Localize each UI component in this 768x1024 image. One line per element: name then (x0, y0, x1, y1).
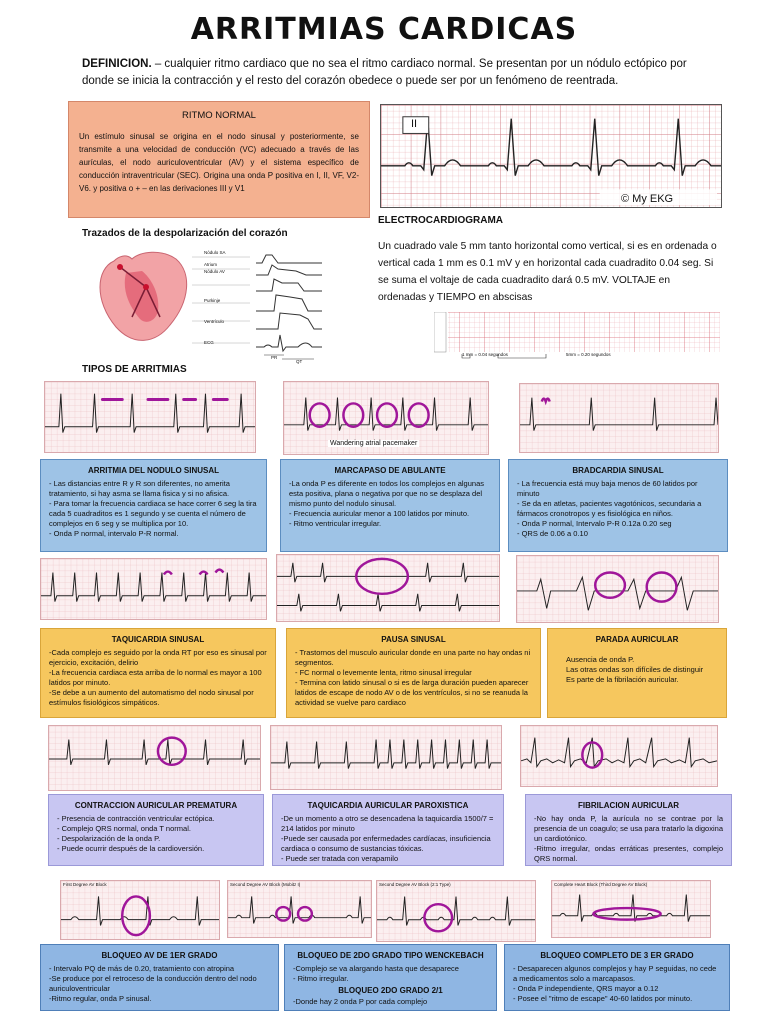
box-taquicardia-paroxistica (272, 794, 504, 866)
top-ecg-watermark: © My EKG (621, 193, 674, 205)
electro-heading: ELECTROCARDIOGRAMA (378, 215, 503, 226)
heart-conduction-diagram (86, 243, 328, 365)
strip-title: Second Degree AV Block (2:1 Type) (379, 882, 451, 887)
strip-graphic (228, 881, 371, 937)
box-line: - Intervalo PQ de más de 0.20, tratamiento con atropina (49, 964, 235, 973)
box-fibrilacion (525, 794, 732, 866)
box-line: -La onda P es diferente en todos los complejos en algunas esta positiva, plana o negativa por que no se desplaza del mismo punto del nodulo sinusal. (289, 479, 484, 508)
box-line: Ausencia de onda P. (566, 655, 635, 664)
strip-taquicardia-paroxistica (270, 725, 502, 790)
box-line: - Ritmo ventricular irregular. (289, 519, 382, 528)
box-title: BLOQUEO COMPLETO DE 3 ER GRADO (540, 951, 694, 960)
box-line: -Se produce por el retroceso de la conducción dentro del nodo auriculoventricular (49, 974, 257, 993)
box-line: - Puede ocurrir después de la cardioversión. (57, 844, 205, 853)
top-ecg-strip (380, 104, 722, 208)
strip-taquicardia-sinusal (40, 558, 267, 620)
electro-text: Un cuadrado vale 5 mm tanto horizontal como vertical, si es en ordenada o vertical cada 1 mm es 0.1 mV y en horizontal cada cuadradito 0.04 seg. Si se suma el voltaje de cada cuadradito dará 0.5 mV. VOLTAJE en ordenadas y TIEMPO en abscisas (378, 241, 717, 303)
box-line: - La frecuencia está muy baja menos de 60 latidos por minuto (517, 479, 698, 498)
box-line: -Ritmo regular, onda P sinusal. (49, 994, 152, 1003)
box-line: - Onda P normal, Intervalo P-R 0.12a 0.20 seg (517, 519, 672, 528)
box-line: -Complejo se va alargando hasta que desaparece (293, 964, 459, 973)
strip-graphic (49, 726, 260, 790)
strip-graphic (61, 881, 219, 939)
box-line: - QRS de 0.06 a 0.10 (517, 529, 588, 538)
strip-bloqueo-3 (551, 880, 711, 938)
definition-paragraph (82, 56, 692, 90)
strip-graphic (521, 726, 717, 786)
tipos-heading: TIPOS DE ARRITMIAS (82, 364, 187, 375)
box-line: - Las distancias entre R y R son diferentes, no amerita tratamiento, si hay asma se llama fisica y si no afisica. (49, 479, 230, 498)
strip-pausa-sinusal (276, 554, 500, 622)
ritmo-normal-box (68, 101, 370, 218)
strip-graphic (552, 881, 710, 937)
diagram-label-qt: QT (296, 359, 303, 364)
box-line: -De un momento a otro se desencadena la taquicardia 1500/7 = 214 latidos por minuto (281, 814, 494, 833)
top-ecg-lead-label: II (411, 118, 418, 130)
box-line: -Cada complejo es seguido por la onda RT por eso es sinusal por ejercicio, excitación, delirio (49, 648, 267, 667)
box-line: - Desaparecen algunos complejos y hay P seguidas, no cede a medicamentos solo a marcapasos. (513, 964, 717, 983)
grid-label-large: 5mm = 0.20 segundos (566, 352, 611, 357)
box-line: - Puede ser tratada con verapamilo (281, 854, 399, 863)
box-title: MARCAPASO DE ABULANTE (334, 466, 446, 475)
box-bradicardia (508, 459, 728, 552)
box-title: TAQUICARDIA AURICULAR PAROXISTICA (307, 801, 469, 810)
strip-graphic (277, 555, 499, 621)
box-line: -Donde hay 2 onda P por cada complejo (293, 997, 428, 1006)
box-line: - Posee el "ritmo de escape" 40-60 latidos por minuto. (513, 994, 693, 1003)
strip-title: Complete Heart Block (Third Degree AV Block) (554, 882, 648, 887)
box-line: - Presencia de contracción ventricular ectópica. (57, 814, 215, 823)
diagram-label-av: Nódulo AV (204, 269, 225, 274)
diagram-label-sa: Nódulo SA (204, 250, 226, 255)
box-line: -Ritmo irregular, ondas erráticas presentes, complejo QRS normal. (534, 844, 723, 863)
strip-title: Second Degree AV Block (Mobitz I) (230, 882, 301, 887)
box-title: BRADCARDIA SINUSAL (572, 466, 664, 475)
box-line: - FC normal o levemente lenta, ritmo sinusal irregular (295, 668, 472, 677)
strip-bradicardia (519, 383, 719, 453)
wandering-label: Wandering atrial pacemaker (330, 440, 418, 447)
diagram-label-ecg: ECG (204, 340, 214, 345)
box-title: TAQUICARDIA SINUSAL (111, 635, 205, 644)
definition-term: DEFINICION. (82, 58, 152, 70)
box-line: -La frecuencia cardiaca esta arriba de lo normal es mayor a 100 latidos por minuto. (49, 668, 262, 687)
box-parada-auricular (547, 628, 727, 718)
box-line: - Termina con latido sinusal o si es de larga duración pueden aparecer latidos de escape de nodo AV o de los ventrículos, si no se reanuda la actividad se vuelve paro cardiaco (295, 678, 529, 707)
box-line: - Ritmo irregular. (293, 974, 349, 983)
ritmo-normal-title: RITMO NORMAL (182, 110, 256, 121)
box-title: FIBRILACION AURICULAR (577, 801, 680, 810)
box-subtitle: BLOQUEO 2DO GRADO 2/1 (338, 986, 443, 995)
box-bloqueo-1 (40, 944, 279, 1011)
box-title: BLOQUEO DE 2DO GRADO TIPO WENCKEBACH (297, 951, 484, 960)
diagram-label-atrium: Atrium (204, 262, 218, 267)
box-title: CONTRACCION AURICULAR PREMATURA (74, 801, 238, 810)
strip-bloqueo-21 (376, 880, 536, 942)
ritmo-normal-text: Un estímulo sinusal se origina en el nodo sinusal y posteriormente, se transmite a una velocidad de conducción (VC) adecuado a través de las aurículas, el nodo auriculoventricular (AV) y el sistema específico de conducción intraventricular (SEC). Origina una onda P positiva en I, II, VF, V2-V6. y positiva o + – en las derivaciones III y V1 (79, 132, 359, 193)
box-bloqueo-2 (284, 944, 497, 1011)
page-title: ARRITMIAS CARDICAS (190, 12, 578, 47)
box-arritmia-sinusal (40, 459, 267, 552)
box-line: - Onda P independiente, QRS mayor a 0.12 (513, 984, 659, 993)
strip-fibrilacion (520, 725, 718, 787)
box-title: PAUSA SINUSAL (381, 635, 446, 644)
strip-bloqueo-2 (227, 880, 372, 938)
box-pausa-sinusal (286, 628, 541, 718)
strip-graphic (41, 559, 266, 619)
box-line: Las otras ondas son difíciles de distinguir (566, 665, 704, 674)
box-line: - Para tomar la frecuencia cardiaca se hace correr 6 seg la tira cada 5 cuadraditos es 1 segundo y se cuenta el número de complejos en 6 seg y se multiplica por 10. (49, 499, 257, 528)
strip-title: First Degree AV Block (63, 882, 107, 887)
strip-graphic (517, 556, 718, 622)
box-line: -Se debe a un aumento del automatismo del nodo sinusal por estímulos fisiológicos simpáticos. (49, 688, 254, 707)
diagram-label-ventricle: Ventrículo (204, 319, 225, 324)
box-taquicardia-sinusal (40, 628, 276, 718)
trazados-heading: Trazados de la despolarización del corazón (82, 228, 288, 239)
strip-graphic (45, 382, 255, 452)
strip-parada-auricular (516, 555, 719, 623)
box-line: - Complejo QRS normal, onda T normal. (57, 824, 191, 833)
top-ecg-graph (381, 105, 721, 207)
box-title: ARRITMIA DEL NODULO SINUSAL (87, 466, 220, 475)
definition-text: – cualquier ritmo cardiaco que no sea el ritmo cardiaco normal. Se presentan por un nódulo ectópico por donde se inicia la contracción y el resto del corazón obedece o puede ser por un fenómeno de reentrada. (82, 58, 687, 87)
grid-label-small: 1 mm = 0.04 segundos (462, 352, 508, 357)
strip-marcapaso (283, 381, 489, 455)
strip-contraccion-prematura (48, 725, 261, 791)
strip-graphic (520, 384, 718, 452)
box-line: - Frecuencia auricular menor a 100 latidos por minuto. (289, 509, 470, 518)
ecg-grid-sample (434, 312, 720, 360)
box-contraccion-prematura (48, 794, 264, 866)
box-title: BLOQUEO AV DE 1ER GRADO (101, 951, 218, 960)
diagram-label-purkinje: Purkinje (204, 298, 221, 303)
box-line: Es parte de la fibrilación auricular. (566, 675, 679, 684)
box-line: - Despolarización de la onda P. (57, 834, 161, 843)
box-line: - Trastornos del musculo auricular donde en una parte no hay ondas ni segmentos. (295, 648, 531, 667)
box-bloqueo-3 (504, 944, 730, 1011)
diagram-label-pr: PR (271, 355, 278, 360)
box-line: -Puede ser causada por enfermedades cardíacas, insuficiencia cardiaca o consumo de sustancias tóxicas. (281, 834, 491, 853)
box-line: - Se da en atletas, pacientes vagotónicos, secundaria a fármacos cronotropos y es fisiológica en niños. (517, 499, 702, 518)
strip-graphic (271, 726, 501, 789)
strip-bloqueo-1 (60, 880, 220, 940)
box-title: PARADA AURICULAR (595, 635, 679, 644)
strip-graphic (377, 881, 535, 941)
box-marcapaso (280, 459, 500, 552)
strip-arritmia-sinusal (44, 381, 256, 453)
box-line: -No hay onda P, la aurícula no se contrae por la presencia de un coagulo; se usa para tratarlo la digoxina un cardiotónico. (534, 814, 723, 843)
box-line: - Onda P normal, intervalo P-R normal. (49, 529, 179, 538)
